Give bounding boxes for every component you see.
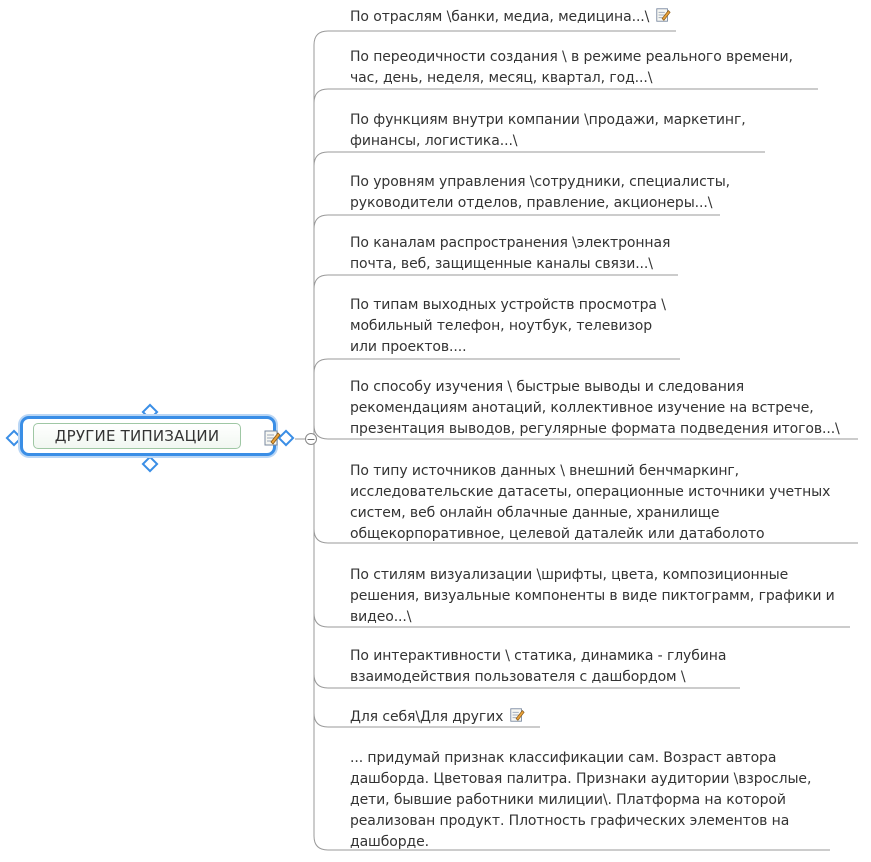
subtopic-node[interactable] [350,646,726,688]
subtopic-label: По типу источников данных \ внешний бенчмаркинг, исследовательские датасеты, операционные источники учетных систем, веб онлайн облачные данные, хранилище общекорпоративное, целевой даталейк или датаболото [350,463,831,542]
subtopic-node[interactable] [350,7,671,28]
note-icon[interactable] [655,7,671,23]
central-topic-node[interactable] [2,405,295,475]
subtopic-node[interactable] [350,461,830,545]
subtopic-label: По типам выходных устройств просмотра \ мобильный телефон, ноутбук, телевизор или проектов.... [350,297,666,355]
subtopic-node[interactable] [350,110,746,152]
subtopic-label: По уровням управления \сотрудники, специалисты, руководители отделов, правление, акционеры...\ [350,174,731,211]
subtopic-node[interactable] [350,47,793,89]
subtopic-label: По способу изучения \ быстрые выводы и следования рекомендациям анотаций, коллективное изучение на встрече, презентация выводов, регулярные формата подведения итогов...\ [350,379,840,437]
subtopic-label: ... придумай признак классификации сам. Возраст автора дашборда. Цветовая палитра. Признаки аудитории \взрослые, дети, бывшие работники милиции\. Платформа на которой реализован продукт. Плотность графических элементов на дашборде. [350,750,812,850]
subtopic-label: По интерактивности \ статика, динамика - глубина взаимодействия пользователя с дашбордом \ [350,648,727,685]
subtopic-node[interactable] [350,172,730,214]
subtopic-node[interactable] [350,565,835,628]
subtopic-node[interactable] [350,377,840,440]
collapse-toggle-button[interactable]: − [306,433,316,446]
subtopic-node[interactable] [350,707,525,728]
subtopic-label: По переодичности создания \ в режиме реального времени, час, день, неделя, месяц, квартал, год...\ [350,49,793,86]
subtopic-label: По отраслям \банки, медиа, медицина...\ [350,9,650,25]
note-icon[interactable] [263,429,281,447]
subtopic-label: По стилям визуализации \шрифты, цвета, композиционные решения, визуальные компоненты в виде пиктограмм, графики и видео...\ [350,567,835,625]
subtopic-label: По каналам распространения \электронная почта, веб, защищенные каналы связи...\ [350,235,671,272]
subtopic-label: По функциям внутри компании \продажи, маркетинг, финансы, логистика...\ [350,112,746,149]
central-topic-label[interactable]: ДРУГИЕ ТИПИЗАЦИИ [33,423,241,449]
subtopic-label: Для себя\Для других [350,709,504,725]
central-topic-frame[interactable] [20,416,276,456]
subtopic-node[interactable] [350,233,670,275]
subtopic-node[interactable] [350,748,811,853]
note-icon[interactable] [509,707,525,723]
branch-line [314,31,676,433]
resize-handle-bottom[interactable] [142,456,159,473]
subtopic-node[interactable] [350,295,666,358]
